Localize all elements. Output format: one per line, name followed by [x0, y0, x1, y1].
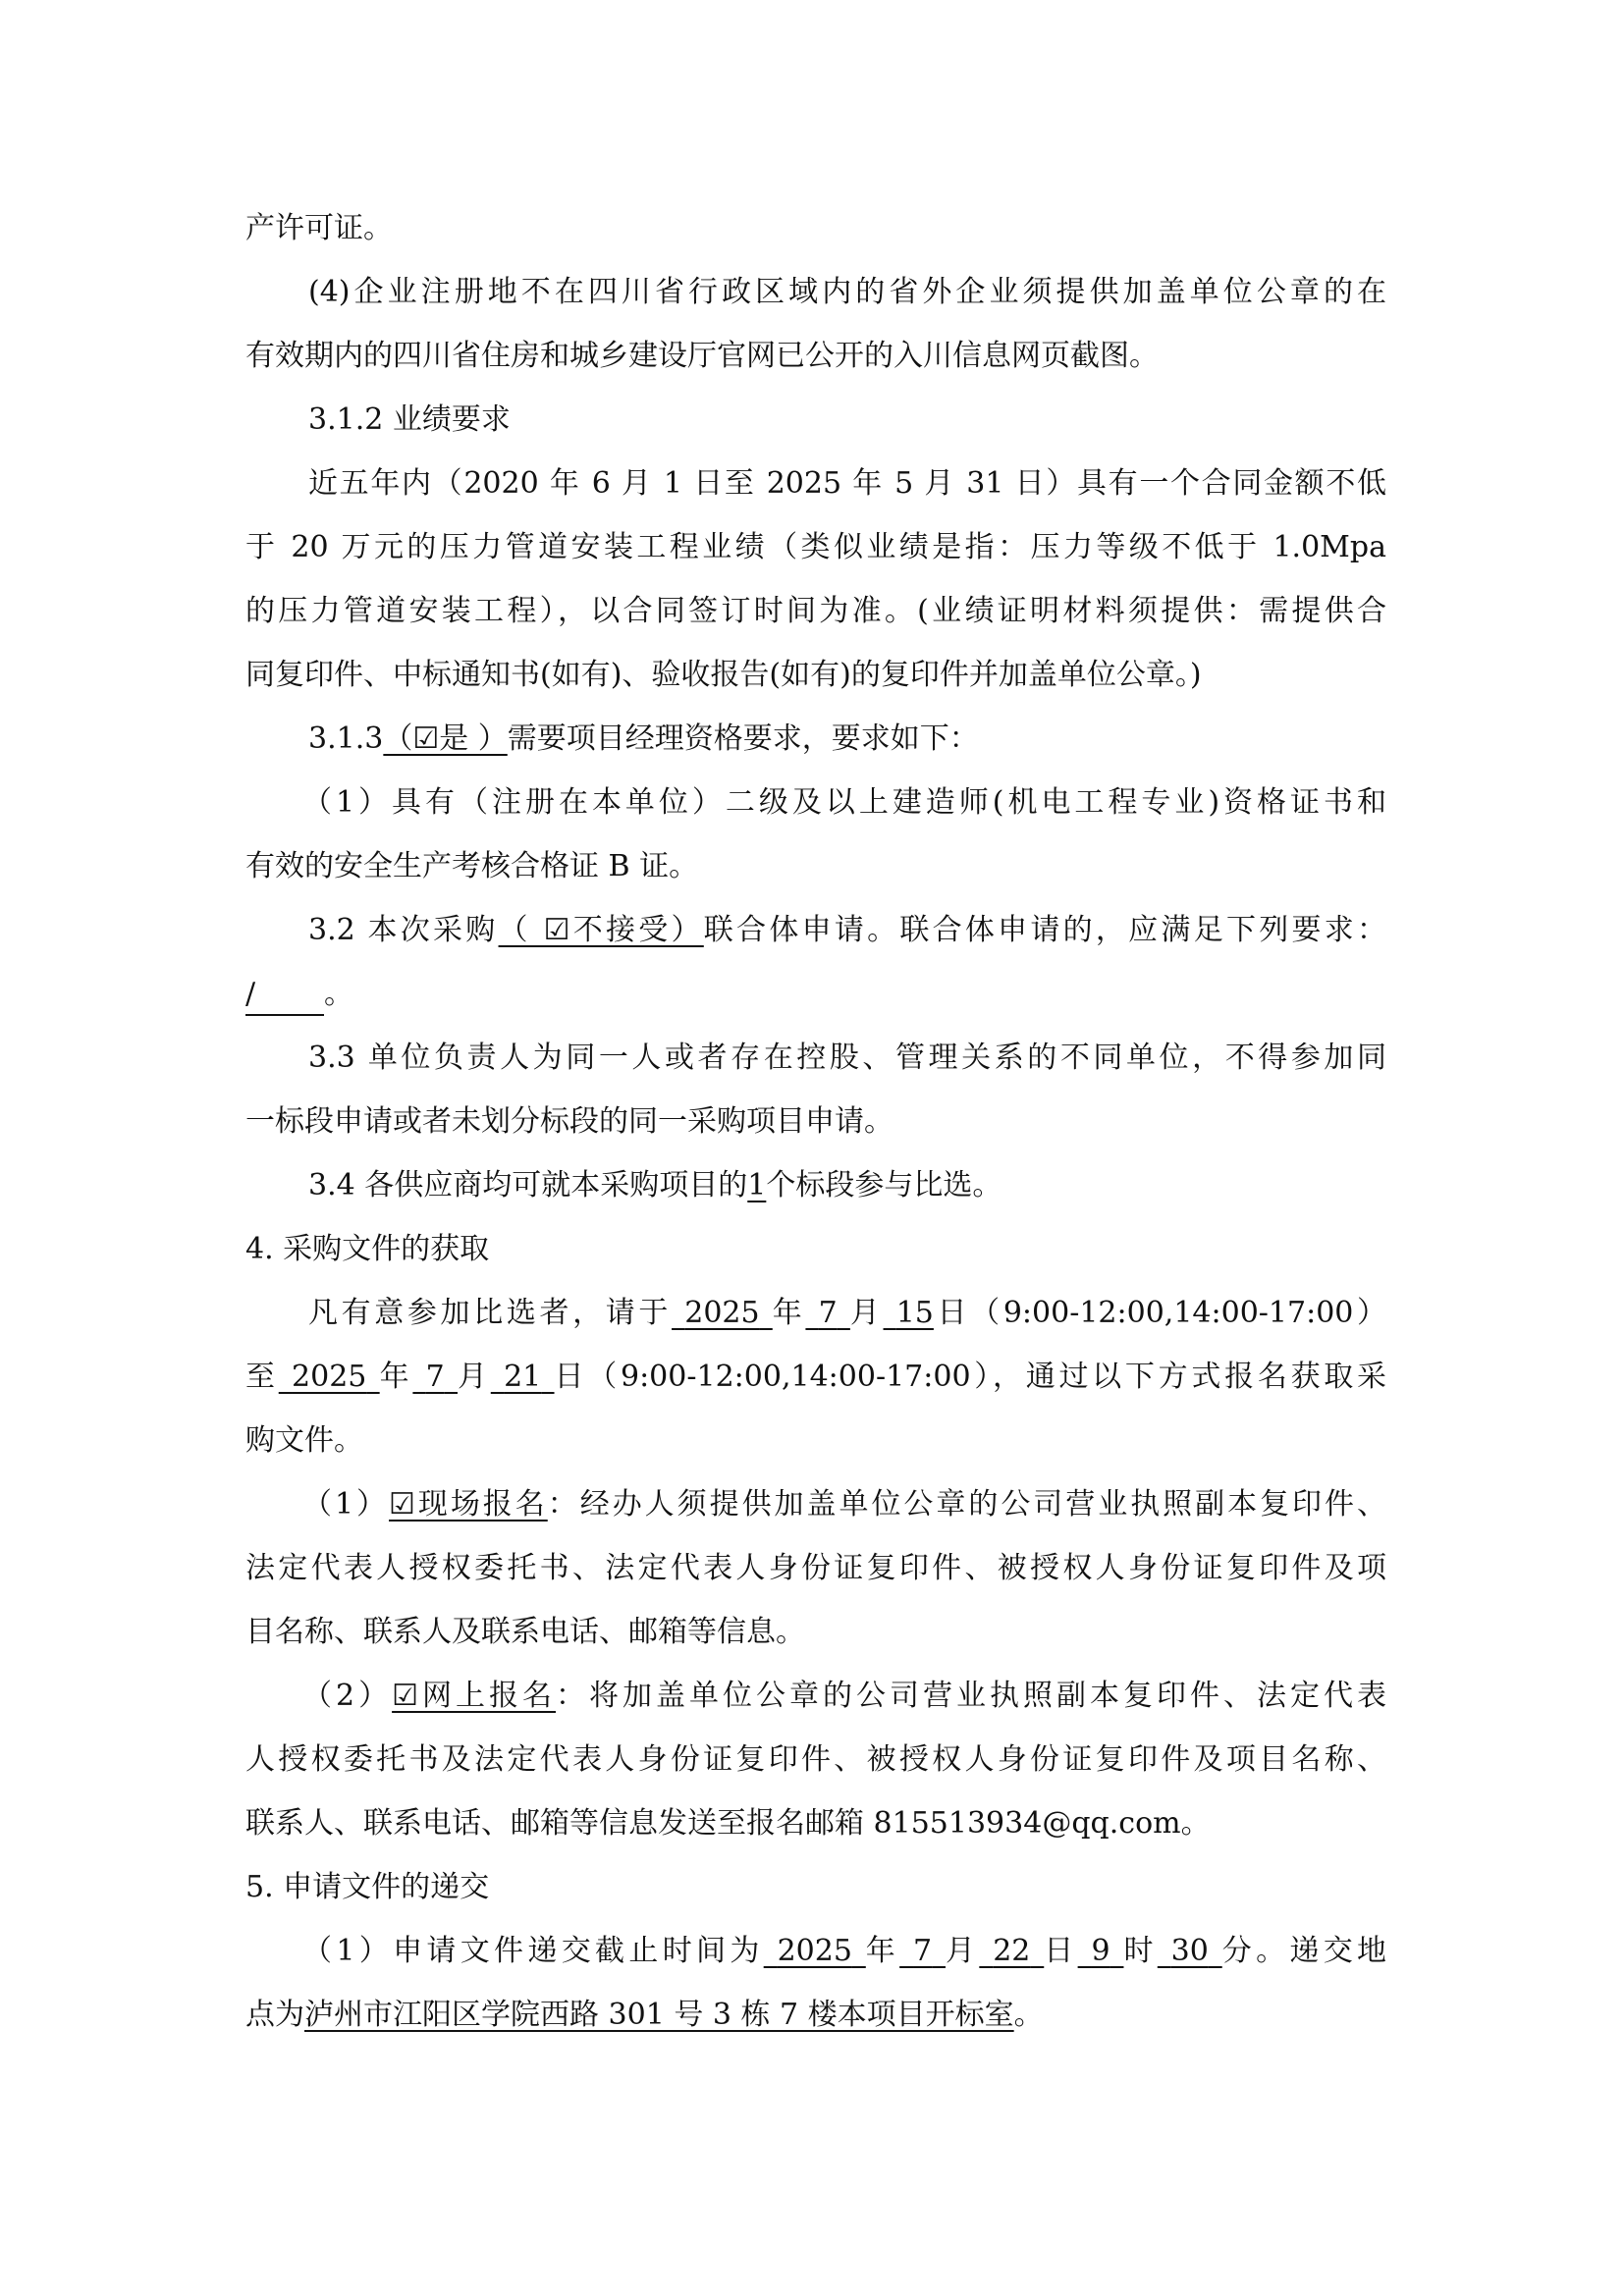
- paragraph-4-line2: [245, 324, 1386, 388]
- text: 年: [865, 1934, 900, 1968]
- lot-count: 1: [747, 1168, 767, 1202]
- s33-line2: [245, 1090, 1386, 1153]
- text: 日（9:00-12:00,14:00-17:00）: [933, 1296, 1387, 1330]
- s312-line4: [245, 643, 1386, 707]
- section-3-1-2-heading: [245, 388, 1386, 452]
- start-month: [805, 1296, 849, 1330]
- heading-text: 5. 申请文件的递交: [245, 1870, 490, 1904]
- heading-text: 4. 采购文件的获取: [245, 1232, 490, 1266]
- text: 购文件。: [245, 1423, 363, 1458]
- text: 日（9:00-12:00,14:00-17:00），通过以下方式报名获取采: [554, 1360, 1387, 1394]
- paragraph-tail: [245, 196, 1386, 260]
- s4-intro-line1: [245, 1281, 1386, 1345]
- s312-line1: [245, 452, 1386, 515]
- s4-intro-line2: [245, 1345, 1386, 1409]
- text: 日: [1044, 1934, 1078, 1968]
- text: 至: [245, 1360, 279, 1394]
- text: 于 20 万元的压力管道安装工程业绩（类似业绩是指：压力等级不低于 1.0Mpa: [245, 530, 1386, 564]
- start-day: [884, 1296, 934, 1330]
- s313-item1-line1: [245, 771, 1386, 834]
- s4-online-line3: [245, 1791, 1386, 1855]
- text: 有效期内的四川省住房和城乡建设厅官网已公开的入川信息网页截图。: [245, 339, 1159, 373]
- text: 凡有意参加比选者，请于: [308, 1296, 673, 1330]
- s4-onsite-line2: [245, 1536, 1386, 1600]
- text: 3.2 本次采购: [308, 913, 499, 947]
- text: 目名称、联系人及联系电话、邮箱等信息。: [245, 1615, 805, 1649]
- text: 月: [458, 1360, 491, 1394]
- text: 分。递交地: [1221, 1934, 1387, 1968]
- s4-onsite-line3: [245, 1600, 1386, 1664]
- text: 法定代表人授权委托书、法定代表人身份证复印件、被授权人身份证复印件及项: [245, 1551, 1386, 1585]
- text: 月: [945, 1934, 980, 1968]
- checkbox-not-accept-field: （ ☑不接受）: [498, 913, 704, 947]
- s312-line3: [245, 579, 1386, 643]
- s4-intro-line3: [245, 1409, 1386, 1472]
- text: 。: [1013, 1998, 1044, 2032]
- document-page: [245, 196, 1386, 2047]
- deadline-month: [899, 1934, 946, 1968]
- text: 3.3 单位负责人为同一人或者存在控股、管理关系的不同单位，不得参加同: [308, 1041, 1386, 1075]
- text: （2）: [302, 1679, 393, 1713]
- value: 15: [895, 1296, 934, 1330]
- heading-text: 3.1.2 业绩要求: [308, 402, 511, 437]
- value: 2025: [777, 1934, 852, 1968]
- start-year: [672, 1296, 773, 1330]
- text: 个标段参与比选。: [766, 1168, 1002, 1202]
- text: 。: [324, 977, 353, 1011]
- text: 产许可证。: [245, 211, 393, 245]
- submission-location: 泸州市江阳区学院西路 301 号 3 栋 7 楼本项目开标室: [304, 1998, 1014, 2032]
- section-3-1-3: [245, 707, 1386, 771]
- value: 2025: [292, 1360, 367, 1394]
- text: 3.4 各供应商均可就本采购项目的: [308, 1168, 748, 1202]
- text: 联系人、联系电话、邮箱等信息发送至报名邮箱 815513934@qq.com。: [245, 1806, 1211, 1841]
- section-4-heading: [245, 1217, 1386, 1281]
- s33-line1: [245, 1026, 1386, 1090]
- s4-online-line1: [245, 1664, 1386, 1728]
- text: 一标段申请或者未划分标段的同一采购项目申请。: [245, 1104, 893, 1139]
- onsite-registration-checkbox: ☑现场报名: [389, 1487, 548, 1522]
- s313-item1-line2: [245, 834, 1386, 898]
- text: 年: [379, 1360, 413, 1394]
- section-3-4: [245, 1153, 1386, 1217]
- s4-online-line2: [245, 1728, 1386, 1791]
- section-3-2: [245, 898, 1386, 962]
- text: 联合体申请。联合体申请的，应满足下列要求：: [703, 913, 1386, 947]
- text: ：将加盖单位公章的公司营业执照副本复印件、法定代表: [556, 1679, 1386, 1713]
- value: 7: [818, 1296, 838, 1330]
- value: 7: [913, 1934, 933, 1968]
- s5-deadline-line2: [245, 1983, 1386, 2047]
- deadline-day: [979, 1934, 1044, 1968]
- text: （1）申请文件递交截止时间为: [302, 1934, 764, 1968]
- end-month: [412, 1360, 458, 1394]
- value: 22: [993, 1934, 1031, 1968]
- text: 的压力管道安装工程），以合同签订时间为准。(业绩证明材料须提供：需提供合: [245, 594, 1386, 628]
- deadline-hour: [1078, 1934, 1124, 1968]
- text: 近五年内（2020 年 6 月 1 日至 2025 年 5 月 31 日）具有一个合同金额不低: [308, 466, 1386, 501]
- text: (4)企业注册地不在四川省行政区域内的省外企业须提供加盖单位公章的在: [308, 275, 1386, 309]
- s312-line2: [245, 515, 1386, 579]
- deadline-minute: [1158, 1934, 1222, 1968]
- text: 需要项目经理资格要求，要求如下：: [507, 721, 979, 756]
- text: （1）: [302, 1487, 389, 1522]
- paragraph-4-line1: [245, 260, 1386, 324]
- s4-onsite-line1: [245, 1472, 1386, 1536]
- online-registration-checkbox: ☑网上报名: [392, 1679, 556, 1713]
- text: 有效的安全生产考核合格证 B 证。: [245, 849, 699, 883]
- checkbox-yes-field: （☑是 ）: [383, 721, 508, 756]
- value: 9: [1091, 1934, 1110, 1968]
- end-day: [491, 1360, 555, 1394]
- s32-requirement: [245, 962, 1386, 1026]
- text: （1）具有（注册在本单位）二级及以上建造师(机电工程专业)资格证书和: [302, 785, 1386, 820]
- text: 时: [1123, 1934, 1158, 1968]
- text: 月: [849, 1296, 884, 1330]
- value: 7: [425, 1360, 445, 1394]
- value: 30: [1170, 1934, 1209, 1968]
- value: 21: [504, 1360, 542, 1394]
- text: 同复印件、中标通知书(如有)、验收报告(如有)的复印件并加盖单位公章。): [245, 658, 1202, 692]
- section-number: 3.1.3: [308, 721, 384, 756]
- text: ：经办人须提供加盖单位公章的公司营业执照副本复印件、: [547, 1487, 1386, 1522]
- text: 人授权委托书及法定代表人身份证复印件、被授权人身份证复印件及项目名称、: [245, 1742, 1386, 1777]
- value: 2025: [684, 1296, 760, 1330]
- section-5-heading: [245, 1855, 1386, 1919]
- end-year: [279, 1360, 380, 1394]
- deadline-year: [764, 1934, 866, 1968]
- text: 点为: [245, 1998, 304, 2032]
- s5-deadline-line1: [245, 1919, 1386, 1983]
- requirement-blank: /: [245, 975, 324, 1016]
- text: 年: [772, 1296, 806, 1330]
